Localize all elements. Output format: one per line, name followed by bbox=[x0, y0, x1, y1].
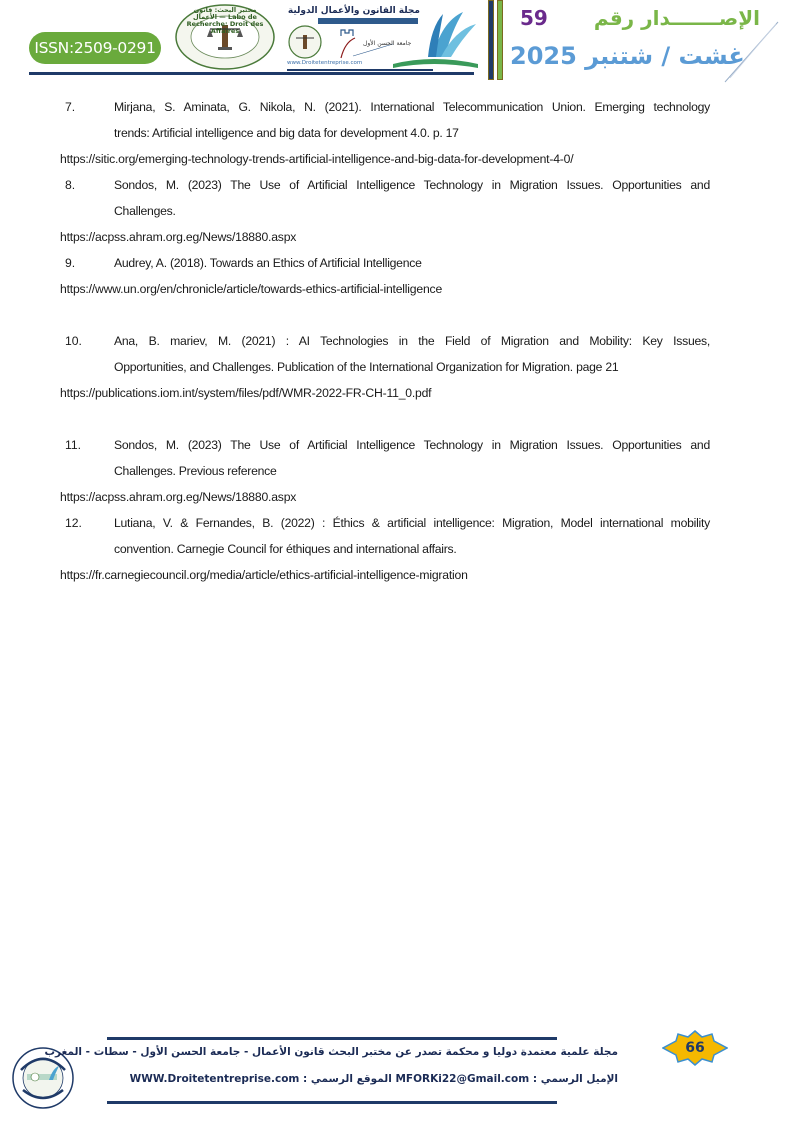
page-header bbox=[0, 0, 794, 85]
reference-text-line: Sondos, M. (2023) The Use of Artificial Intelligence Technology in Migration Issues. Opportunities and bbox=[114, 438, 710, 452]
reference-link[interactable]: https://acpss.ahram.org.eg/News/18880.aspx bbox=[60, 230, 297, 244]
reference-link[interactable]: https://www.un.org/en/chronicle/article/towards-ethics-artificial-intelligence bbox=[60, 282, 443, 296]
reference-text-line: trends: Artificial intelligence and big data for development 4.0. p. 17 bbox=[114, 126, 459, 140]
footer-journal-description: مجلة علمية معتمدة دوليا و محكمة تصدر عن مختبر البحث قانون الأعمال - جامعة الحسن الأول - سطات - المغرب bbox=[44, 1046, 618, 1058]
reference-text-line: Challenges. Previous reference bbox=[114, 464, 277, 478]
journal-title-ar: مجلة القانون والأعمال الدولية bbox=[287, 6, 420, 16]
reference-item bbox=[60, 512, 710, 590]
reference-item bbox=[60, 96, 710, 174]
reference-number: 11. bbox=[65, 438, 82, 452]
header-divider-green bbox=[497, 0, 503, 80]
reference-text-line: Sondos, M. (2023) The Use of Artificial Intelligence Technology in Migration Issues. Opportunities and bbox=[114, 178, 710, 192]
reference-text-line: Lutiana, V. & Fernandes, B. (2022) : Éthics & artificial intelligence: Migration, Model international mobility bbox=[114, 516, 710, 530]
reference-number: 8. bbox=[65, 178, 76, 192]
header-divider-navy bbox=[488, 0, 494, 80]
reference-list bbox=[60, 96, 710, 590]
footer-email-label: الإميل الرسمي : bbox=[532, 1073, 618, 1085]
reference-number: 9. bbox=[65, 256, 76, 270]
reference-text-line: Mirjana, S. Aminata, G. Nikola, N. (2021). International Telecommunication Union. Emerging technology bbox=[114, 100, 710, 114]
lab-seal-text: مختبر البحث: قانون الأعمال — Labo de Recherche: Droit des Affaires bbox=[186, 6, 264, 35]
reference-text-line: Opportunities, and Challenges. Publication of the International Organization for Migration. page 21 bbox=[114, 360, 619, 374]
issue-date: غشت / شتنبر 2025 bbox=[510, 42, 745, 70]
reference-link[interactable]: https://acpss.ahram.org.eg/News/18880.aspx bbox=[60, 490, 297, 504]
header-rule bbox=[29, 72, 474, 75]
footer-site-label: الموقع الرسمي : bbox=[303, 1073, 392, 1085]
decorative-diagonal-line bbox=[720, 20, 780, 85]
journal-site: www.Droitetentreprise.com bbox=[287, 60, 363, 66]
footer-email[interactable]: MFORKi22@Gmail.com bbox=[395, 1073, 530, 1085]
footer-rule-bottom bbox=[107, 1101, 557, 1104]
reference-item bbox=[60, 434, 710, 512]
reference-item bbox=[60, 330, 710, 408]
reference-link[interactable]: https://sitic.org/emerging-technology-trends-artificial-intelligence-and-big-data-for-development-4-0/ bbox=[60, 152, 574, 166]
page-number: 66 bbox=[685, 1040, 705, 1056]
journal-logo bbox=[283, 2, 478, 74]
reference-item bbox=[60, 252, 710, 304]
reference-text-line: Ana, B. mariev, M. (2021) : AI Technologies in the Field of Migration and Mobility: Key Issues, bbox=[114, 334, 710, 348]
issue-number: 59 bbox=[520, 6, 548, 30]
reference-text-line: convention. Carnegie Council for éthiques and international affairs. bbox=[114, 542, 457, 556]
reference-item bbox=[60, 174, 710, 252]
reference-text-line: Challenges. bbox=[114, 204, 176, 218]
reference-number: 12. bbox=[65, 516, 82, 530]
journal-university-ar: جامعة الحسن الأول bbox=[363, 40, 412, 47]
reference-number: 10. bbox=[65, 334, 82, 348]
journal-title-strip bbox=[318, 18, 418, 24]
spacer bbox=[65, 408, 710, 434]
issn-badge: ISSN:2509-0291 bbox=[29, 32, 161, 64]
reference-number: 7. bbox=[65, 100, 76, 114]
spacer bbox=[65, 304, 710, 330]
footer-rule-top bbox=[107, 1037, 557, 1040]
reference-text-line: Audrey, A. (2018). Towards an Ethics of Artificial Intelligence bbox=[114, 256, 422, 270]
footer-contact-line bbox=[130, 1073, 618, 1085]
footer-site[interactable]: WWW.Droitetentreprise.com bbox=[129, 1073, 300, 1085]
reference-link[interactable]: https://fr.carnegiecouncil.org/media/article/ethics-artificial-intelligence-migration bbox=[60, 568, 468, 582]
issue-label: الإصـــــــدار رقم bbox=[593, 6, 760, 30]
lab-seal-logo bbox=[174, 3, 276, 71]
reference-link[interactable]: https://publications.iom.int/system/files/pdf/WMR-2022-FR-CH-11_0.pdf bbox=[60, 386, 432, 400]
